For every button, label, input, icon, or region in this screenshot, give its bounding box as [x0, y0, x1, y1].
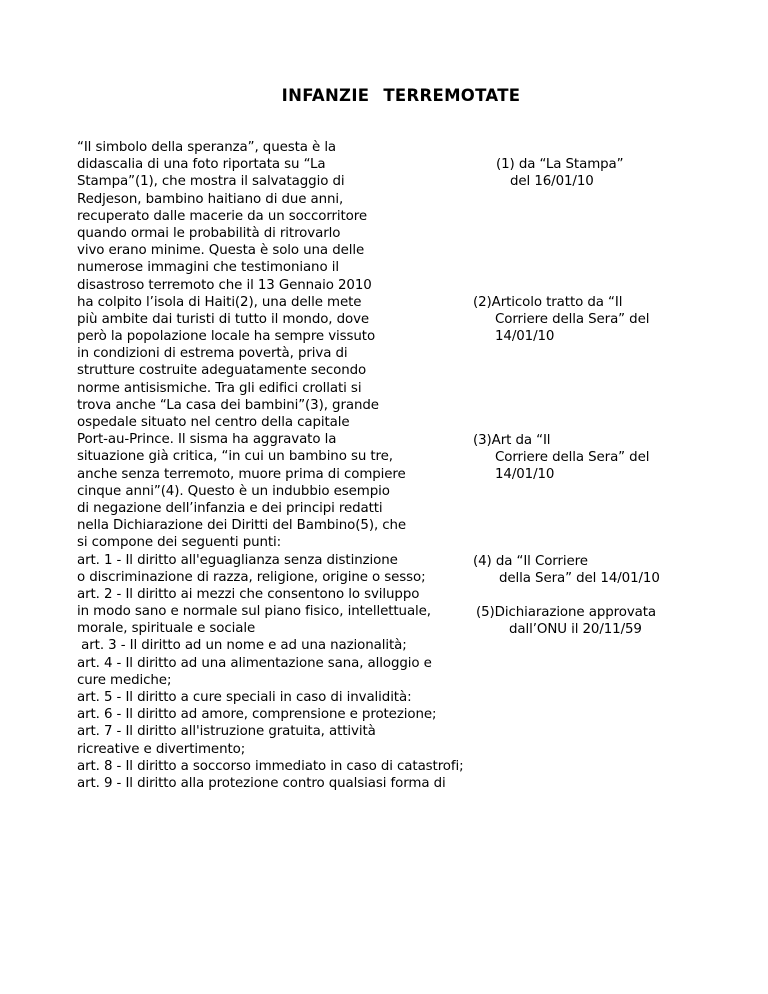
note-line: Corriere della Sera” del — [495, 450, 650, 466]
body-line: anche senza terremoto, muore prima di compiere — [77, 466, 406, 482]
note-line: della Sera” del 14/01/10 — [499, 571, 660, 587]
article-line: art. 7 - Il diritto all'istruzione gratuita, attività — [77, 724, 376, 740]
margin-note-4 — [473, 553, 660, 587]
article-line: ricreative e divertimento; — [77, 741, 246, 757]
body-line: Port-au-Prince. Il sisma ha aggravato la — [77, 432, 337, 448]
body-line: quando ormai le probabilità di ritrovarlo — [77, 225, 341, 241]
margin-note-5 — [476, 604, 656, 638]
article-line: in modo sano e normale sul piano fisico, intellettuale, — [77, 604, 431, 620]
note-line: (4) da “Il Corriere — [473, 554, 588, 569]
body-line: si compone dei seguenti punti: — [77, 535, 282, 551]
body-line: situazione già critica, “in cui un bambino su tre, — [77, 449, 393, 465]
note-line: (1) da “La Stampa” — [496, 157, 624, 172]
article-line: art. 5 - Il diritto a cure speciali in caso di invalidità: — [77, 690, 412, 705]
article-line: o discriminazione di razza, religione, origine o sesso; — [77, 569, 426, 585]
note-line: (2)Articolo tratto da “Il — [473, 295, 623, 310]
note-line: (5)Dichiarazione approvata — [476, 605, 657, 620]
body-line: ha colpito l’isola di Haiti(2), una delle mete — [77, 294, 362, 310]
article-line: art. 8 - Il diritto a soccorso immediato in caso di catastrofi; — [77, 758, 464, 774]
body-line: vivo erano minime. Questa è solo una delle — [77, 243, 365, 259]
margin-note-2 — [473, 294, 649, 346]
note-line: Corriere della Sera” del — [495, 312, 650, 328]
article-line: art. 9 - Il diritto alla protezione contro qualsiasi forma di — [77, 775, 446, 791]
body-line: Stampa”(1), che mostra il salvataggio di — [77, 174, 345, 190]
note-line: del 16/01/10 — [510, 174, 594, 190]
body-line: recuperato dalle macerie da un soccorritore — [77, 208, 368, 224]
body-line: però la popolazione locale ha sempre vissuto — [77, 329, 376, 345]
margin-note-3 — [473, 432, 649, 484]
body-line: norme antisismiche. Tra gli edifici crollati si — [77, 380, 362, 396]
article-line: cure mediche; — [77, 672, 172, 688]
article-line: art. 1 - Il diritto all'eguaglianza senza distinzione — [77, 552, 398, 568]
note-line: (3)Art da “Il — [473, 433, 551, 448]
body-line: didascalia di una foto riportata su “La — [77, 157, 326, 173]
note-line: 14/01/10 — [495, 329, 555, 345]
body-line: in condizioni di estrema povertà, priva di — [77, 346, 348, 362]
article-line: art. 3 - Il diritto ad un nome e ad una nazionalità; — [77, 638, 407, 654]
margin-note-1 — [496, 156, 623, 190]
body-line: trova anche “La casa dei bambini”(3), grande — [77, 397, 379, 413]
body-line: disastroso terremoto che il 13 Gennaio 2010 — [77, 277, 372, 293]
body-line: cinque anni”(4). Questo è un indubbio esempio — [77, 483, 390, 499]
body-line: di negazione dell’infanzia e dei principi redatti — [77, 500, 383, 516]
note-line: dall’ONU il 20/11/59 — [509, 622, 642, 638]
article-line: art. 6 - Il diritto ad amore, comprensione e protezione; — [77, 707, 437, 723]
body-line: nella Dichiarazione dei Diritti del Bambino(5), che — [77, 518, 407, 534]
body-line: ospedale situato nel centro della capitale — [77, 415, 350, 430]
document-title: INFANZIE TERREMOTATE — [281, 86, 521, 105]
body-line: numerose immagini che testimoniano il — [77, 260, 339, 276]
article-line: art. 2 - Il diritto ai mezzi che consentono lo sviluppo — [77, 586, 420, 602]
note-line: 14/01/10 — [495, 467, 555, 483]
article-line: art. 4 - Il diritto ad una alimentazione sana, alloggio e — [77, 655, 432, 671]
body-line: Redjeson, bambino haitiano di due anni, — [77, 191, 344, 207]
body-line: più ambite dai turisti di tutto il mondo, dove — [77, 311, 370, 327]
article-line: morale, spirituale e sociale — [77, 621, 256, 637]
body-line: strutture costruite adeguatamente secondo — [77, 363, 367, 379]
body-line: “Il simbolo della speranza”, questa è la — [77, 140, 337, 155]
